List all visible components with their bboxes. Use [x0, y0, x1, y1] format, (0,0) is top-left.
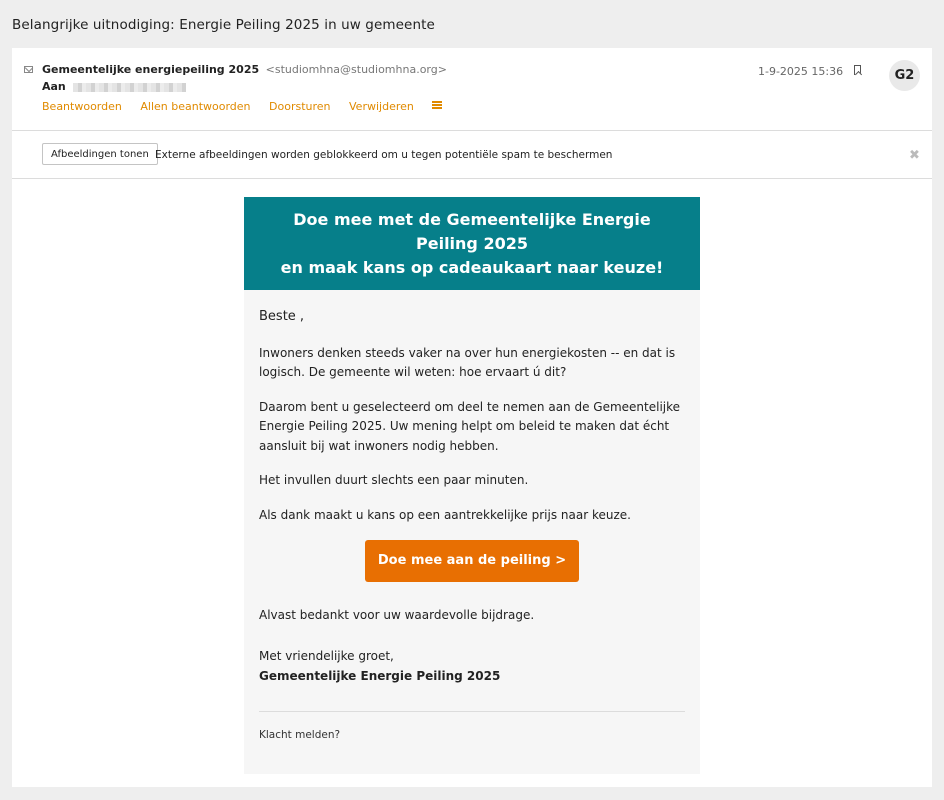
sender-name[interactable]: Gemeentelijke energiepeiling 2025 [42, 63, 260, 76]
envelope-icon [24, 66, 33, 73]
banner-line-2: en maak kans op cadeaukaart naar keuze! [280, 257, 664, 277]
report-complaint-link[interactable]: Klacht melden? [259, 729, 341, 741]
greeting: Beste , [259, 309, 305, 324]
sender [42, 63, 447, 76]
recipient-line [42, 80, 186, 93]
reply-all-link[interactable]: Allen beantwoorden [140, 100, 251, 113]
message-actions [42, 100, 442, 113]
email-header [12, 48, 932, 131]
email-content [244, 197, 700, 774]
show-images-button[interactable]: Afbeeldingen tonen [42, 143, 158, 165]
signature: Gemeentelijke Energie Peiling 2025 [259, 668, 501, 683]
menu-icon[interactable] [432, 101, 442, 109]
closing: Met vriendelijke groet, [259, 649, 394, 663]
paragraph: Als dank maakt u kans op een aantrekkelijke prijs naar keuze. [259, 507, 631, 522]
reply-link[interactable]: Beantwoorden [42, 100, 122, 113]
email-footer [259, 711, 685, 746]
forward-link[interactable]: Doorsturen [269, 100, 331, 113]
close-icon[interactable]: ✖ [909, 148, 920, 163]
sender-address: <studiomhna@studiomhna.org> [265, 63, 447, 76]
email-view [12, 48, 932, 787]
received-date: 1-9-2025 15:36 [758, 65, 844, 78]
paragraph: Daarom bent u geselecteerd om deel te nemen aan de Gemeentelijke Energie Peiling 2025. Uw mening helpt om beleid te maken dat écht aansluit bij wat inwoners nodig hebben. [259, 399, 681, 453]
blocked-images-message: Externe afbeeldingen worden geblokkeerd om u tegen potentiële spam te beschermen [155, 149, 613, 161]
thanks-text: Alvast bedankt voor uw waardevolle bijdrage. [259, 607, 535, 622]
delete-link[interactable]: Verwijderen [349, 100, 414, 113]
redacted-recipient [73, 83, 186, 92]
avatar: G2 [889, 60, 920, 91]
signature-block [259, 647, 685, 686]
email-banner [244, 197, 700, 290]
bookmark-icon[interactable] [854, 65, 861, 75]
email-body [244, 290, 700, 746]
to-label: Aan [42, 80, 66, 93]
email-subject: Belangrijke uitnodiging: Energie Peiling 2025 in uw gemeente [12, 17, 435, 33]
join-survey-button[interactable]: Doe mee aan de peiling > [365, 540, 579, 582]
paragraph: Inwoners denken steeds vaker na over hun energiekosten -- en dat is logisch. De gemeente wil weten: hoe ervaart ú dit? [259, 345, 676, 379]
blocked-images-bar [12, 131, 932, 179]
banner-line-1: Doe mee met de Gemeentelijke Energie Peiling 2025 [293, 209, 651, 253]
paragraph: Het invullen duurt slechts een paar minuten. [259, 473, 529, 487]
cta-container [259, 540, 685, 582]
